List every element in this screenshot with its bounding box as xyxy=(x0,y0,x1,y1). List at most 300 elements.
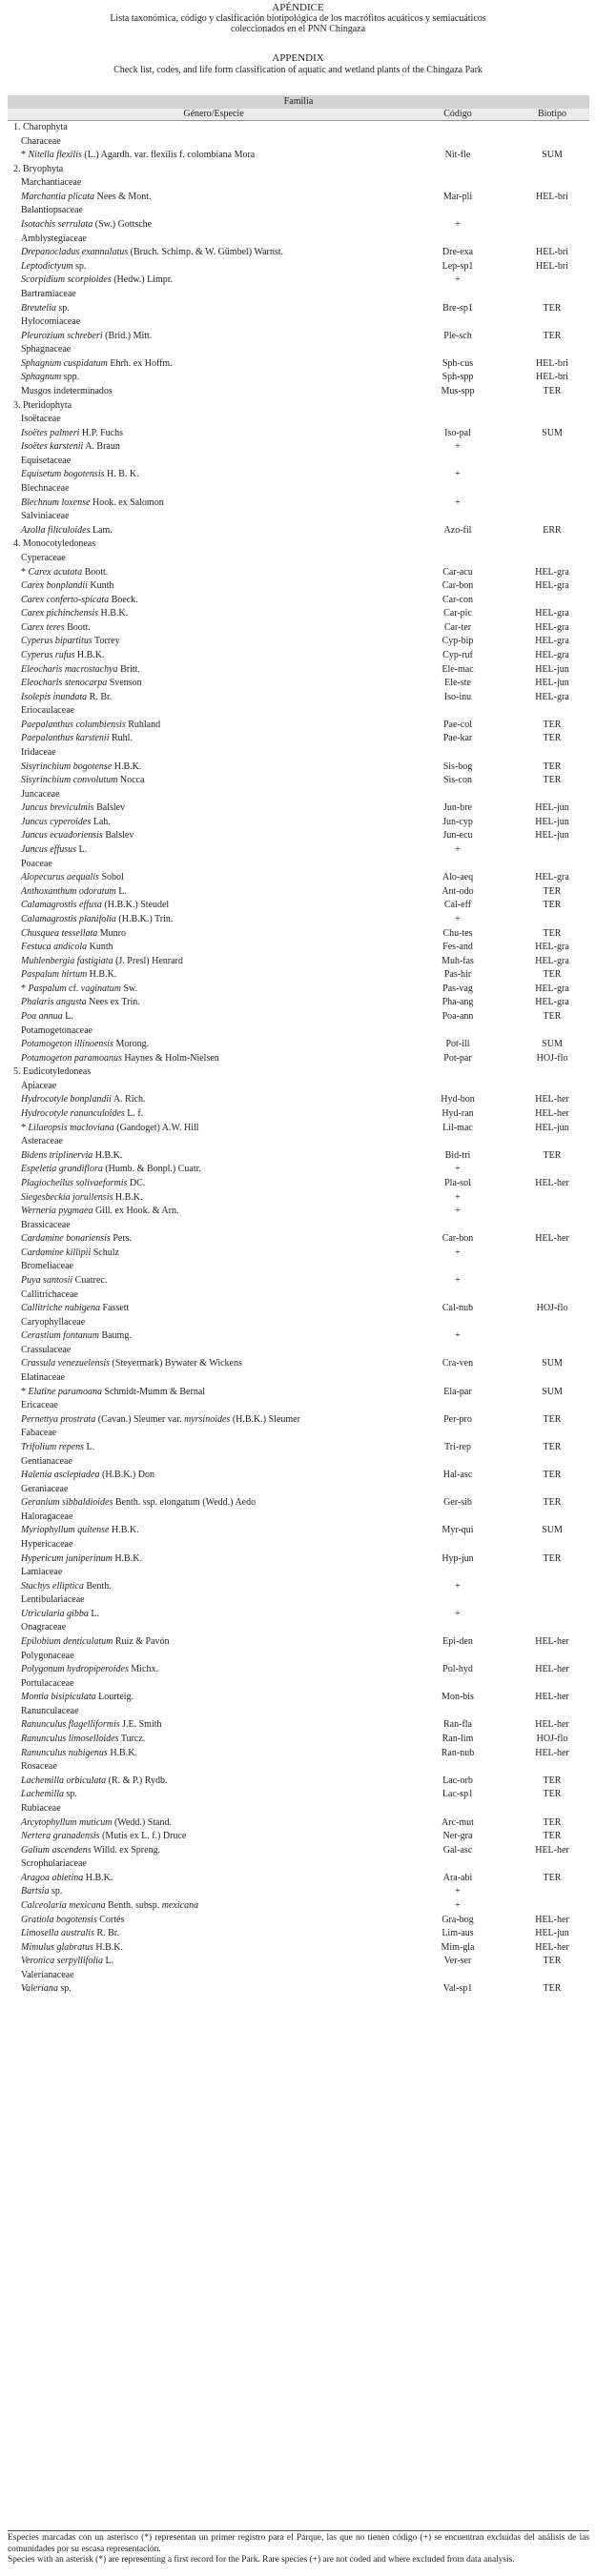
family-row xyxy=(8,858,589,872)
authority: L. xyxy=(103,1956,114,1967)
authority: J.E. Smith xyxy=(119,1719,162,1731)
authority: DC. xyxy=(127,1177,146,1188)
species-row xyxy=(8,955,589,969)
taxon-name xyxy=(21,1191,143,1206)
taxon-name xyxy=(21,1247,119,1261)
species-row xyxy=(8,691,589,705)
authority: H.B.K. xyxy=(87,969,117,981)
species-code: Cyp-ruf xyxy=(442,649,473,660)
authority: (Mutis ex L. f.) Druce xyxy=(99,1831,187,1842)
biotype: TER xyxy=(543,1956,562,1967)
appendix-title-es: APÉNDICE xyxy=(272,2,324,13)
authority: sp. xyxy=(64,1789,77,1800)
authority: R. Br. xyxy=(93,1928,120,1939)
species-code: Chu-tes xyxy=(442,927,473,939)
taxon-name: Eriocaulaceae xyxy=(21,705,75,717)
authority: Lourteig. xyxy=(95,1692,134,1703)
taxon-name xyxy=(21,1830,186,1844)
taxon-name xyxy=(21,927,126,942)
species-code: Pot-par xyxy=(443,1052,472,1064)
genus-species: Cardamine bonariensis xyxy=(21,1233,111,1245)
genus-species: Juncus breviculmis xyxy=(21,802,94,814)
family-row xyxy=(8,552,589,566)
genus-species: Lachemilla xyxy=(21,1789,64,1800)
taxon-name xyxy=(21,607,128,621)
biotype: TER xyxy=(543,302,562,314)
taxon-name: Bromeliaceae xyxy=(21,1261,73,1272)
taxon-name xyxy=(21,1232,132,1247)
biotype: TER xyxy=(543,1413,562,1425)
taxon-name xyxy=(21,1552,142,1567)
taxon-name xyxy=(21,1329,132,1344)
species-row xyxy=(8,1010,589,1024)
species-code: Car-bon xyxy=(442,580,474,592)
taxon-name xyxy=(21,1816,172,1831)
taxon-name xyxy=(21,1982,72,1997)
species-row xyxy=(8,497,589,511)
appendix-subtitle-es xyxy=(0,13,596,34)
taxon-name: Brassicaceae xyxy=(21,1219,71,1230)
biotype: SUM xyxy=(542,1386,563,1397)
authority: Pers. xyxy=(110,1233,133,1245)
biotype: HEL-her xyxy=(535,1719,569,1731)
taxon-name xyxy=(21,1274,107,1288)
taxon-name xyxy=(21,1038,149,1052)
authority: H.B.K. xyxy=(107,1747,137,1758)
genus-species: Potamogeton illinoensis xyxy=(21,1039,113,1050)
species-row xyxy=(8,371,589,385)
species-code: Ele-mac xyxy=(442,663,474,675)
genus-species: Epilobium denticulatum xyxy=(21,1636,113,1648)
species-row xyxy=(8,1899,589,1914)
species-row xyxy=(8,927,589,942)
family-row xyxy=(8,1857,589,1872)
biotype: TER xyxy=(543,900,562,911)
taxon-name xyxy=(21,260,86,274)
authority: H. B. K. xyxy=(104,469,139,480)
taxon-name xyxy=(21,677,142,691)
genus-species: Valeriana xyxy=(21,1983,58,1995)
species-row xyxy=(8,149,589,163)
first-record-asterisk: * xyxy=(21,566,29,578)
taxon-name xyxy=(21,1927,119,1941)
genus-species: Veronica serpyllifolia xyxy=(21,1956,104,1967)
species-row xyxy=(8,1052,589,1066)
species-code: Bre-sp1 xyxy=(442,302,473,314)
genus-species: Blechnum loxense xyxy=(21,497,91,508)
species-code: Lil-mac xyxy=(442,1122,473,1133)
species-row xyxy=(8,1274,589,1288)
taxon-name xyxy=(21,843,87,858)
genus-species: Cerastium fontanum xyxy=(21,1330,99,1342)
family-row xyxy=(8,746,589,761)
authority: Kunth xyxy=(87,580,114,592)
genus-species: Lilaeopsis macloviana xyxy=(28,1122,114,1133)
biotype: HOJ-flo xyxy=(536,1052,568,1064)
species-row xyxy=(8,899,589,913)
biotype: HEL-her xyxy=(535,1664,569,1675)
genus-species: Eleocharis stenocarpa xyxy=(21,678,108,689)
genus-species: Anthoxanthum odoratum xyxy=(21,885,116,897)
authority: Kunth xyxy=(87,942,113,953)
species-code: Dre-exa xyxy=(442,247,474,258)
species-code: Pol-hyd xyxy=(442,1664,473,1675)
species-code: Val-sp1 xyxy=(442,1983,473,1995)
taxon-name: Characeae xyxy=(21,135,61,147)
species-code: Iso-inu xyxy=(443,691,472,702)
biotype: TER xyxy=(543,1441,562,1452)
taxon-name: Potamogetonaceae xyxy=(21,1024,92,1036)
taxon-name xyxy=(21,871,124,885)
taxon-name xyxy=(21,1205,178,1219)
species-code: Ger-sib xyxy=(443,1497,472,1509)
genus-species: Eleocharis macrostachya xyxy=(21,663,118,675)
species-code: Azo-fil xyxy=(443,524,472,536)
species-row xyxy=(8,1552,589,1567)
genus-species: Azolla filiculoides xyxy=(21,524,91,536)
genus-species: Halenia asclepiadea xyxy=(21,1470,100,1481)
taxon-name: Rubiaceae xyxy=(21,1802,61,1814)
authority: Britt. xyxy=(117,663,140,675)
species-row xyxy=(8,1941,589,1956)
family-row xyxy=(8,176,589,191)
biotype: HEL-gra xyxy=(535,566,569,578)
genus-species: Utricularia gibba xyxy=(21,1608,89,1619)
taxon-name xyxy=(21,761,141,775)
taxon-name xyxy=(21,1691,134,1705)
species-row xyxy=(8,732,589,746)
authority: Balslev xyxy=(102,830,134,842)
species-row xyxy=(8,1232,589,1247)
species-row xyxy=(8,1524,589,1538)
authority: L. xyxy=(88,1608,99,1619)
species-row xyxy=(8,1191,589,1206)
biotype: TER xyxy=(543,330,562,341)
genus-species: Sisyrinchium convolutum xyxy=(21,775,118,786)
authority: Hook. ex Salomon xyxy=(90,497,164,508)
taxon-name: Elatinaceae xyxy=(21,1372,66,1384)
biotype: HOJ-flo xyxy=(536,1303,568,1314)
taxon-name xyxy=(21,594,138,608)
family-row xyxy=(8,510,589,524)
species-code: Ant-odo xyxy=(442,885,474,897)
species-row xyxy=(8,1885,589,1899)
authority: Michx. xyxy=(128,1664,158,1675)
genus-species: Pleurozium schreberi xyxy=(21,330,103,341)
species-code: Nit-fle xyxy=(444,150,471,161)
division-row xyxy=(8,163,589,177)
authority: (Brid.) Mitt. xyxy=(102,330,153,341)
authority: Musgos indeterminados xyxy=(21,385,113,396)
species-code: Hyd-bon xyxy=(441,1094,475,1105)
authority: Baumg. xyxy=(98,1330,132,1342)
species-row xyxy=(8,1469,589,1483)
family-row xyxy=(8,1399,589,1413)
species-row xyxy=(8,1816,589,1831)
authority: L. xyxy=(115,885,127,897)
species-code: + xyxy=(455,274,461,286)
taxon-name: Balantiopsaceae xyxy=(21,205,83,216)
subtitle-es-line-2: coleccionados en el PNN Chingaza xyxy=(230,24,366,34)
genus-species: Scorpidium scorpioides xyxy=(21,274,112,286)
species-row xyxy=(8,1413,589,1428)
infraspecific-name: myrsinoides xyxy=(183,1413,231,1425)
subtitle-es-line-1: Lista taxonómica, código y clasificación biotipológica de los macrófitos acuáticos y semiacuáticos xyxy=(110,13,486,24)
familia-band: Familia xyxy=(8,95,589,109)
genus-species: Breutelia xyxy=(21,302,56,314)
authority: Schulz xyxy=(91,1247,119,1258)
taxon-name xyxy=(21,996,140,1010)
taxon-name xyxy=(21,427,123,441)
species-row xyxy=(8,829,589,843)
authority: Nocca xyxy=(117,775,145,786)
taxon-name xyxy=(21,1524,139,1538)
species-code: Lac-sp1 xyxy=(442,1789,474,1800)
species-code: Muh-fas xyxy=(442,955,474,966)
biotype: TER xyxy=(543,1470,562,1481)
authority: H.B.K. xyxy=(92,1149,123,1161)
authority: cf. xyxy=(66,983,81,994)
biotype: TER xyxy=(543,733,562,744)
taxon-name: Hylocomiaceae xyxy=(21,316,81,328)
species-code: + xyxy=(455,1274,461,1286)
taxon-name: Polygonaceae xyxy=(21,1650,74,1661)
authority: Boott. xyxy=(64,621,91,633)
genus-species: Isotachis serrulata xyxy=(21,219,93,231)
taxon-name: Fabaceae xyxy=(21,1428,57,1439)
infraspecific-name: mexicana xyxy=(161,1900,199,1911)
authority: (Humb. & Bonpl.) Cuatr. xyxy=(102,1164,201,1175)
species-row xyxy=(8,1163,589,1177)
biotype: SUM xyxy=(542,427,563,438)
species-code: Ner-gra xyxy=(442,1831,473,1842)
species-row xyxy=(8,1107,589,1122)
taxon-name xyxy=(21,1496,256,1511)
taxon-name xyxy=(21,1177,145,1191)
genus-species: Festuca andicola xyxy=(21,942,88,953)
taxon-name xyxy=(21,1052,219,1066)
genus-species: Carex teres xyxy=(21,621,65,633)
authority: L. xyxy=(84,1441,95,1452)
biotype: HEL-bri xyxy=(536,372,568,383)
species-row xyxy=(8,1247,589,1261)
genus-species: Equisetum bogotensis xyxy=(21,469,105,480)
species-row xyxy=(8,385,589,399)
taxon-name xyxy=(21,579,113,594)
species-code: Car-ter xyxy=(443,621,472,633)
species-row xyxy=(8,594,589,608)
family-row xyxy=(8,135,589,150)
taxon-name xyxy=(21,663,140,678)
species-row xyxy=(8,761,589,775)
species-code: + xyxy=(455,1900,461,1911)
genus-species: Isolepis inundata xyxy=(21,691,88,702)
taxon-name: Isoëtaceae xyxy=(21,414,61,425)
species-row xyxy=(8,913,589,927)
taxon-name xyxy=(21,357,173,372)
taxon-name xyxy=(21,1469,154,1483)
biotype: HEL-her xyxy=(535,1094,569,1105)
taxon-name xyxy=(21,1914,124,1928)
species-code: Pae-kar xyxy=(442,733,473,744)
family-row xyxy=(8,413,589,427)
genus-species: Puya santosii xyxy=(21,1274,73,1286)
biotype: TER xyxy=(543,885,562,897)
authority: A. Braun xyxy=(83,441,120,453)
biotype: TER xyxy=(543,1789,562,1800)
species-code: Lep-sp1 xyxy=(442,260,474,272)
taxon-name xyxy=(21,468,139,482)
taxon-name xyxy=(21,774,144,788)
division-row xyxy=(8,121,589,135)
species-row xyxy=(8,1733,589,1747)
biotype: HEL-jun xyxy=(535,663,569,675)
biotype: HEL-jun xyxy=(535,1122,569,1133)
taxon-name xyxy=(21,149,255,163)
biotype: HEL-her xyxy=(535,1108,569,1120)
biotype: TER xyxy=(543,1552,562,1564)
species-code: Hyd-ran xyxy=(442,1108,474,1120)
family-row xyxy=(8,288,589,302)
division-row xyxy=(8,1065,589,1080)
genus-species: Marchantia plicata xyxy=(21,191,95,202)
taxon-name: Cyperaceae xyxy=(21,552,66,563)
species-code: + xyxy=(455,469,461,480)
division-row xyxy=(8,538,589,552)
species-row xyxy=(8,816,589,830)
genus-species: Trifolium repens xyxy=(21,1441,85,1452)
authority: H.B.K. xyxy=(92,1941,123,1953)
species-code: Myr-qui xyxy=(442,1525,474,1536)
taxon-name: 5. Eudicotyledoneas xyxy=(13,1066,92,1078)
taxon-name: Callitrichaceae xyxy=(21,1288,78,1300)
species-row xyxy=(8,427,589,441)
taxon-name: Rosaceae xyxy=(21,1761,57,1773)
authority: Cortés xyxy=(96,1914,125,1925)
taxonomic-table-body xyxy=(8,121,589,1997)
taxon-name xyxy=(21,1441,94,1455)
biotype: TER xyxy=(543,1497,562,1509)
species-row xyxy=(8,579,589,594)
authority: (L.) Agardh. var. flexilis f. colombiana Mora xyxy=(81,150,256,161)
species-row xyxy=(8,1608,589,1622)
authority: H.B.K. xyxy=(98,608,129,619)
taxon-name: Salviniaceae xyxy=(21,511,70,522)
taxon-name xyxy=(21,1663,158,1677)
taxon-name xyxy=(21,1302,129,1316)
taxon-name xyxy=(21,1885,62,1899)
species-row xyxy=(8,885,589,900)
taxon-name xyxy=(21,1010,73,1024)
authority: Fassett xyxy=(100,1303,130,1314)
genus-species: Juncus effusus xyxy=(21,844,77,856)
genus-species: Isoëtes karstenii xyxy=(21,441,84,453)
genus-species: Calamagrostis planifolia xyxy=(21,913,116,924)
family-row xyxy=(8,1080,589,1094)
biotype: HEL-bri xyxy=(536,357,568,369)
authority: Benth. subsp. xyxy=(105,1900,162,1911)
authority: Gill. ex Hook. & Arn. xyxy=(92,1206,179,1217)
taxon-name: Juncaceae xyxy=(21,788,60,800)
species-code: Alo-aeq xyxy=(442,872,474,883)
taxon-name xyxy=(21,621,91,636)
authority: R. Br. xyxy=(87,691,113,702)
genus-species: Alopecurus aequalis xyxy=(21,872,99,883)
species-code: Mon-bis xyxy=(442,1692,474,1703)
species-row xyxy=(8,1149,589,1164)
genus-species: Ranunculus limoselloides xyxy=(21,1734,119,1745)
appendix-title-en: APPENDIX xyxy=(272,52,324,64)
species-code: Mar-pli xyxy=(442,191,473,202)
genus-species: Drepanocladus exannulatus xyxy=(21,247,129,258)
taxon-name xyxy=(21,649,105,663)
taxon-name xyxy=(21,274,173,288)
taxon-name: Geraniaceae xyxy=(21,1483,69,1494)
taxon-name: Gentianaceae xyxy=(21,1455,72,1467)
family-row xyxy=(8,788,589,802)
col-code-header: Código xyxy=(443,109,472,119)
authority: Ruiz & Pavón xyxy=(113,1636,170,1648)
species-code: Car-acu xyxy=(442,566,473,578)
family-row xyxy=(8,1705,589,1719)
biotype: HEL-her xyxy=(535,1941,569,1953)
infraspecific-authority: (H.B.K.) Sleumer xyxy=(230,1413,300,1425)
genus-species: Carex bonplandii xyxy=(21,580,88,592)
authority: H.P. Fuchs xyxy=(79,427,123,438)
family-row xyxy=(8,1650,589,1664)
species-row xyxy=(8,524,589,538)
species-row xyxy=(8,1386,589,1400)
taxon-name: Scrophulariaceae xyxy=(21,1858,87,1870)
biotype: HEL-jun xyxy=(535,1928,569,1939)
species-row xyxy=(8,1955,589,1969)
genus-species: Isoëtes palmeri xyxy=(21,427,80,438)
authority: Ehrh. ex Hoffm. xyxy=(107,357,173,369)
taxon-name xyxy=(21,1149,122,1164)
genus-species: Gratiola bogotensis xyxy=(21,1914,97,1925)
species-code: Sis-bog xyxy=(442,761,473,772)
species-row xyxy=(8,1663,589,1677)
first-record-asterisk: * xyxy=(21,150,29,161)
genus-species: Bidens triplinervia xyxy=(21,1149,93,1161)
taxon-name xyxy=(21,1788,77,1802)
authority: L. xyxy=(62,1011,73,1022)
infraspecific-authority: Sw. xyxy=(121,983,138,994)
family-row xyxy=(8,1260,589,1274)
family-row xyxy=(8,1219,589,1233)
family-row xyxy=(8,1969,589,1983)
genus-species: Crassula venezuelensis xyxy=(21,1358,111,1369)
biotype: HEL-her xyxy=(535,1636,569,1648)
biotype: HEL-gra xyxy=(535,872,569,883)
authority: Schmidt-Mumm & Bernal xyxy=(102,1386,206,1397)
taxon-name xyxy=(21,566,108,580)
species-code: + xyxy=(455,497,461,508)
biotype: HEL-gra xyxy=(535,691,569,702)
taxon-name xyxy=(21,302,70,316)
genus-species: Carex conferto-spicata xyxy=(21,594,110,605)
species-code: Pot-ill xyxy=(445,1039,470,1050)
species-row xyxy=(8,1747,589,1761)
taxon-name xyxy=(21,1941,123,1956)
species-code: Per-pro xyxy=(443,1413,472,1425)
genus-species: Phalaris angusta xyxy=(21,997,87,1008)
taxon-name: Haloragaceae xyxy=(21,1511,73,1522)
authority: Lam. xyxy=(90,524,113,536)
authority: (Hedw.) Limpr. xyxy=(111,274,174,286)
family-row xyxy=(8,1566,589,1580)
taxon-name xyxy=(21,913,173,927)
